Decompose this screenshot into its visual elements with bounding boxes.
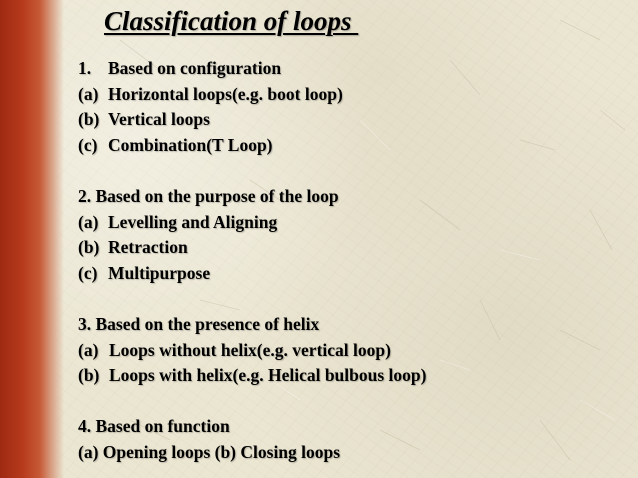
item-label: (c)	[78, 262, 98, 283]
section-3-heading: 3. Based on the presence of helix	[78, 313, 320, 334]
section-2-item-c	[78, 261, 626, 287]
slide-title: Classification of loops	[104, 6, 359, 36]
section-4-line: (a) Opening loops (b) Closing loops	[78, 441, 341, 462]
section-2-heading: 2. Based on the purpose of the loop	[78, 185, 339, 206]
section-4-heading: 4. Based on function	[78, 416, 230, 437]
section-1-heading	[78, 56, 626, 82]
item-text: Vertical loops	[108, 109, 210, 130]
section-1-item-a	[78, 82, 626, 108]
item-label: (a)	[78, 339, 99, 360]
item-text: Loops without helix(e.g. vertical loop)	[109, 339, 391, 360]
item-text: Loops with helix(e.g. Helical bulbous loop)	[109, 365, 427, 386]
section-3-item-b	[78, 363, 626, 389]
section-1-number: 1.	[78, 58, 92, 78]
item-text: Retraction	[108, 237, 188, 258]
spacer	[78, 286, 626, 312]
item-label: (a)	[78, 211, 99, 232]
section-1-heading-text: Based on configuration	[108, 58, 282, 78]
item-text: Horizontal loops(e.g. boot loop)	[108, 83, 343, 104]
section-2-item-b	[78, 235, 626, 261]
item-text: Multipurpose	[108, 262, 211, 283]
item-label: (b)	[78, 365, 100, 386]
section-1-item-c	[78, 133, 626, 159]
section-3-item-a	[78, 338, 626, 364]
spacer	[78, 158, 626, 184]
spacer	[78, 389, 626, 415]
section-1-item-b	[78, 107, 626, 133]
slide-content	[78, 56, 626, 466]
item-text: Levelling and Aligning	[108, 211, 278, 232]
item-label: (b)	[78, 109, 100, 130]
item-label: (c)	[78, 134, 98, 155]
item-text: Combination(T Loop)	[108, 134, 273, 155]
item-label: (b)	[78, 237, 100, 258]
item-label: (a)	[78, 83, 99, 104]
section-2-item-a	[78, 210, 626, 236]
